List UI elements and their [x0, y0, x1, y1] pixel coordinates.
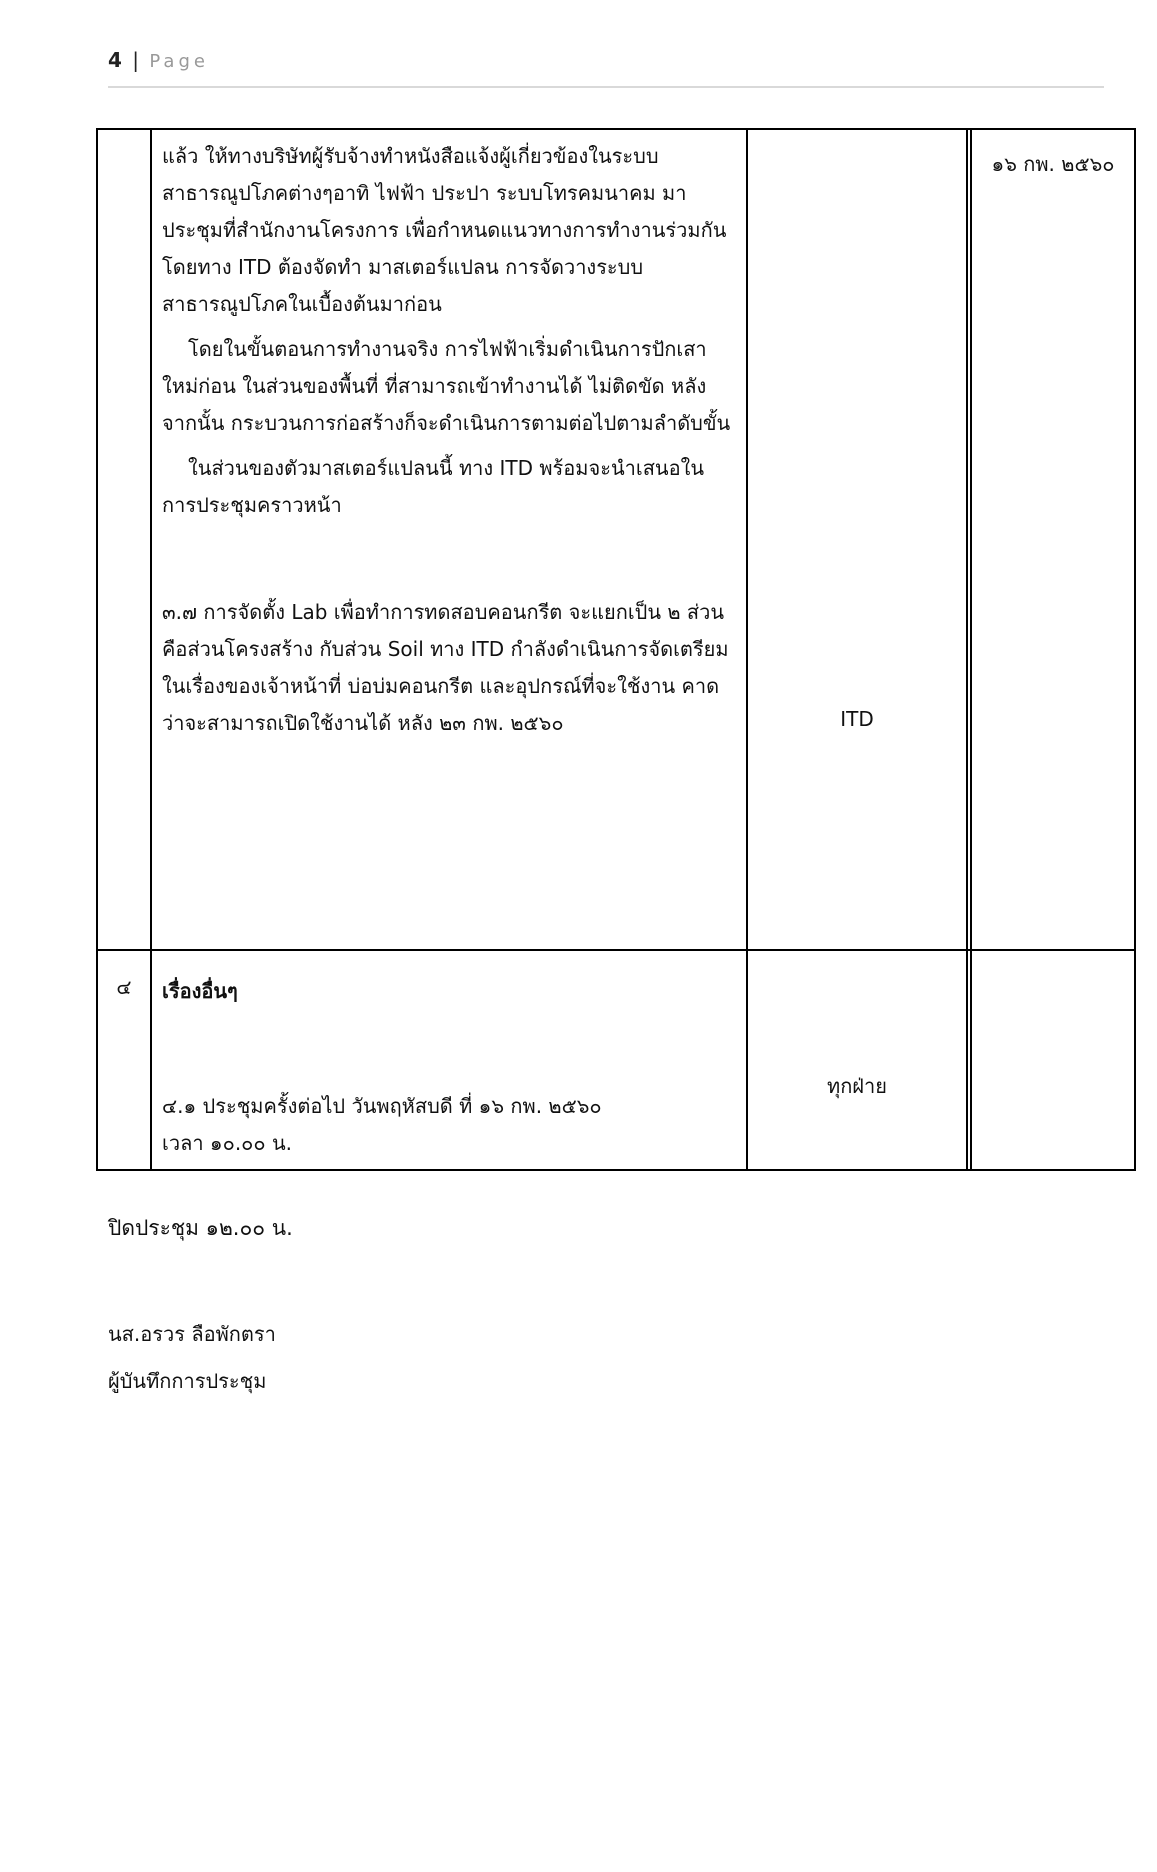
detail-paragraph: ในส่วนของตัวมาสเตอร์แปลนนี้ ทาง ITD พร้อมจะนำเสนอในการประชุมคราวหน้า: [162, 456, 705, 517]
topic-title: เรื่องอื่นๆ: [162, 979, 238, 1003]
responsible-party: ทุกฝ่าย: [827, 1074, 887, 1098]
meeting-closing: ปิดประชุม ๑๒.๐๐ น.: [108, 1216, 293, 1240]
due-date-cell: [971, 950, 1135, 1170]
lab-setup-item: ๓.๗ การจัดตั้ง Lab เพื่อทำการทดสอบคอนกรีต จะแยกเป็น ๒ ส่วน คือส่วนโครงสร้าง กับส่วน Soil ทาง ITD กำลังดำเนินการจัดเตรียมในเรื่องของเจ้าหน้าที่ บ่อบ่มคอนกรีต และอุปกรณ์ที่จะใช้งาน คาดว่าจะสามารถเปิดใช้งานได้ หลัง ๒๓ กพ. ๒๕๖๐: [162, 600, 729, 735]
next-meeting-item: ๔.๑ ประชุมครั้งต่อไป วันพฤหัสบดี ที่ ๑๖ กพ. ๒๕๖๐: [162, 1094, 602, 1118]
page-number: 4: [108, 48, 122, 72]
responsible-party: ITD: [840, 707, 874, 731]
responsible-cell: [747, 129, 967, 950]
detail-paragraph: แล้ว ให้ทางบริษัทผู้รับจ้างทำหนังสือแจ้งผู้เกี่ยวข้องในระบบสาธารณูปโภคต่างๆอาทิ ไฟฟ้า ประปา ระบบโทรคมนาคม มาประชุมที่สำนักงานโครงการ เพื่อกำหนดแนวทางการทำงานร่วมกัน โดยทาง ITD ต้องจัดทำ มาสเตอร์แปลน การจัดวางระบบสาธารณูปโภคในเบื้องต้นมาก่อน: [162, 144, 727, 316]
detail-paragraph: โดยในขั้นตอนการทำงานจริง การไฟฟ้าเริ่มดำเนินการปักเสาใหม่ก่อน ในส่วนของพื้นที่ ที่สามารถเข้าทำงานได้ ไม่ติดขัด หลังจากนั้น กระบวนการก่อสร้างก็จะดำเนินการตามต่อไปตามลำดับขั้น: [162, 337, 731, 435]
item-detail-cell: [151, 950, 747, 1170]
table-row: [97, 129, 1135, 950]
item-number-cell: [97, 950, 151, 1170]
due-date: ๑๖ กพ. ๒๕๖๐: [991, 152, 1115, 176]
page-separator: |: [132, 48, 140, 72]
minutes-table: [96, 128, 1136, 1171]
item-number: ๔: [116, 975, 132, 999]
recorder-role: ผู้บันทึกการประชุม: [108, 1369, 267, 1393]
item-number-cell: [97, 129, 151, 950]
next-meeting-time: เวลา ๑๐.๐๐ น.: [162, 1131, 292, 1155]
due-date-cell: [971, 129, 1135, 950]
page-header: [108, 48, 209, 72]
table-row: [97, 950, 1135, 1170]
recorder-name: นส.อรวร ลือพักตรา: [108, 1322, 276, 1346]
item-detail-cell: [151, 129, 747, 950]
responsible-cell: [747, 950, 967, 1170]
header-divider: [108, 86, 1104, 88]
page-word: Page: [149, 51, 209, 72]
